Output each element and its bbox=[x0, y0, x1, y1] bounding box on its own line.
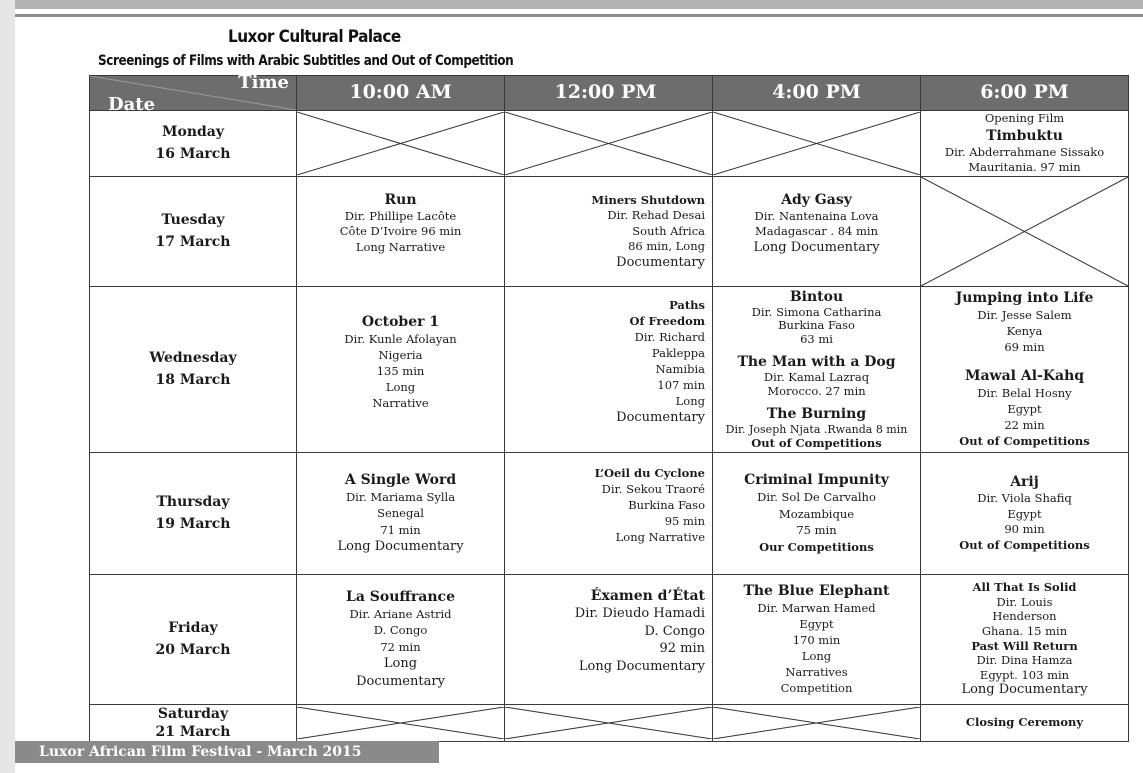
film-director: Dir. Sekou Traoré bbox=[601, 481, 705, 496]
closing-ceremony: Closing Ceremony bbox=[965, 714, 1084, 729]
film-director: Dir. Kamal Lazraq bbox=[763, 370, 870, 385]
film-info: 135 min bbox=[376, 363, 425, 378]
screening-cell bbox=[921, 574, 1129, 704]
film-director: Dir. Jesse Salem bbox=[977, 308, 1072, 322]
day-date: 18 March bbox=[155, 372, 231, 388]
film-info: Kenya bbox=[1006, 324, 1043, 338]
header-row bbox=[90, 76, 1129, 111]
film-info: Mozambique bbox=[778, 506, 855, 521]
empty-slot bbox=[505, 111, 713, 177]
film-director: Dir. Kunle Afolayan bbox=[344, 331, 457, 346]
film-info: South Africa bbox=[632, 223, 705, 238]
film-info: 86 min, Long bbox=[628, 239, 705, 253]
day-cell-friday bbox=[90, 574, 297, 704]
film-title: October 1 bbox=[361, 313, 440, 330]
film-info: Long bbox=[385, 379, 416, 394]
film-info: Documentary bbox=[616, 254, 705, 270]
screening-cell bbox=[921, 704, 1129, 741]
film-title: Ady Gasy bbox=[781, 191, 852, 208]
film-director: Dir. Nantenaina Lova bbox=[754, 208, 879, 223]
film-info: Egypt bbox=[1007, 506, 1042, 521]
screening-cell bbox=[505, 574, 713, 704]
day-cell-monday bbox=[90, 111, 297, 177]
screening-cell bbox=[297, 286, 505, 452]
film-director: Dir. Richard bbox=[634, 329, 705, 344]
film-info: 72 min bbox=[380, 639, 421, 654]
competition-label: Out of Competitions bbox=[751, 435, 882, 450]
page-title: Luxor Cultural Palace bbox=[228, 27, 401, 47]
footer-banner: Luxor African Film Festival - March 2015 bbox=[15, 741, 439, 763]
film-title: The Blue Elephant bbox=[743, 583, 890, 599]
empty-slot bbox=[297, 111, 505, 177]
empty-slot bbox=[921, 176, 1129, 286]
film-info: D. Congo bbox=[373, 623, 428, 638]
film-info: Morocco. 27 min bbox=[767, 383, 866, 398]
film-info: Long Documentary bbox=[961, 682, 1088, 698]
film-info: 71 min bbox=[380, 522, 421, 537]
film-title: Criminal Impunity bbox=[744, 472, 889, 488]
film-info: D. Congo bbox=[644, 623, 705, 639]
film-title: Jumping into Life bbox=[955, 290, 1094, 306]
film-title: Timbuktu bbox=[986, 127, 1063, 144]
table-row bbox=[90, 111, 1129, 177]
table-row bbox=[90, 286, 1129, 452]
film-info: Long bbox=[383, 656, 418, 672]
film-title: La Souffrance bbox=[346, 588, 455, 605]
film-info: Long bbox=[675, 393, 705, 408]
film-info: Long Documentary bbox=[337, 539, 464, 554]
day-cell-thursday bbox=[90, 452, 297, 574]
film-info: 69 min bbox=[1004, 340, 1045, 354]
film-info: 63 mi bbox=[800, 331, 833, 346]
film-info: Egypt. 103 min bbox=[979, 667, 1070, 682]
empty-slot bbox=[713, 704, 921, 741]
film-director: Dir. Phillipe Lacôte bbox=[344, 208, 457, 223]
film-info: Documentary bbox=[616, 409, 705, 425]
day-name: Tuesday bbox=[161, 212, 225, 228]
screening-cell bbox=[297, 574, 505, 704]
film-director: Dir. Joseph Njata .Rwanda 8 min bbox=[725, 423, 908, 437]
film-info: Long Documentary bbox=[753, 239, 880, 255]
day-date: 20 March bbox=[155, 642, 231, 658]
competition-label: Out of Competitions bbox=[959, 434, 1090, 448]
slot-header-10am: 10:00 AM bbox=[297, 76, 505, 111]
competition-label: Out of Competitions bbox=[959, 537, 1090, 552]
day-date: 17 March bbox=[155, 234, 231, 250]
screening-cell bbox=[505, 176, 713, 286]
day-name: Saturday bbox=[157, 705, 229, 722]
film-director: Dir. Abderrahmane Sissako bbox=[944, 144, 1105, 159]
table-row bbox=[90, 574, 1129, 704]
film-title: Éxamen d’État bbox=[590, 587, 705, 604]
film-info: Long bbox=[801, 649, 832, 663]
film-info: Nigeria bbox=[378, 347, 423, 362]
film-director: Dir. Marwan Hamed bbox=[757, 601, 876, 615]
table-row bbox=[90, 176, 1129, 286]
day-cell-tuesday bbox=[90, 176, 297, 286]
screening-cell bbox=[921, 452, 1129, 574]
film-title: Arij bbox=[1010, 474, 1039, 490]
film-director: Dir. Mariama Sylla bbox=[345, 489, 456, 504]
film-director: Henderson bbox=[992, 609, 1057, 624]
film-info: Egypt bbox=[799, 617, 834, 631]
day-date: 21 March bbox=[155, 723, 231, 740]
film-title: L’Oeil du Cyclone bbox=[594, 465, 705, 480]
screening-cell bbox=[297, 452, 505, 574]
screening-cell bbox=[505, 452, 713, 574]
film-info: 170 min bbox=[792, 633, 841, 647]
day-name: Monday bbox=[161, 124, 224, 141]
film-title: Run bbox=[384, 191, 417, 208]
day-cell-saturday bbox=[90, 704, 297, 741]
time-label: Time bbox=[238, 72, 289, 93]
film-info: Burkina Faso bbox=[628, 497, 705, 512]
day-name: Friday bbox=[168, 620, 218, 636]
film-info: 75 min bbox=[796, 523, 837, 537]
film-info: Mauritania. 97 min bbox=[968, 160, 1081, 174]
film-info: 107 min bbox=[657, 377, 705, 392]
film-director: Dir. Rehad Desai bbox=[607, 208, 705, 222]
film-director: Dir. Simona Catharina bbox=[751, 304, 882, 319]
screening-cell bbox=[713, 286, 921, 452]
screening-cell bbox=[713, 452, 921, 574]
film-title: Bintou bbox=[789, 288, 844, 305]
film-info: Documentary bbox=[356, 673, 445, 689]
film-info: Narratives bbox=[785, 665, 848, 679]
screening-cell bbox=[921, 111, 1129, 177]
screening-cell bbox=[713, 176, 921, 286]
film-info: Competition bbox=[780, 681, 853, 695]
slot-header-4pm: 4:00 PM bbox=[713, 76, 921, 111]
date-label: Date bbox=[108, 93, 156, 115]
film-title: Mawal Al-Kahq bbox=[964, 368, 1085, 384]
film-title: Past Will Return bbox=[971, 638, 1078, 653]
day-name: Wednesday bbox=[149, 350, 237, 366]
screening-cell bbox=[297, 176, 505, 286]
schedule-table bbox=[89, 72, 1129, 742]
day-cell-wednesday bbox=[90, 286, 297, 452]
film-info: Long Narrative bbox=[615, 529, 705, 544]
film-info: Narrative bbox=[372, 395, 429, 410]
film-director: Dir. Sol De Carvalho bbox=[757, 490, 876, 504]
empty-slot bbox=[505, 704, 713, 741]
page-subtitle: Screenings of Films with Arabic Subtitles and Out of Competition bbox=[98, 53, 514, 69]
film-title: Paths bbox=[669, 297, 705, 312]
film-info: Egypt bbox=[1007, 402, 1042, 416]
screening-cell bbox=[713, 574, 921, 704]
day-date: 16 March bbox=[155, 146, 231, 163]
film-title: Of Freedom bbox=[629, 313, 705, 328]
top-bar bbox=[15, 0, 1143, 9]
film-info: 22 min bbox=[1004, 418, 1045, 432]
film-info: 92 min bbox=[659, 641, 705, 656]
film-title: A Single Word bbox=[344, 471, 457, 488]
screening-cell bbox=[505, 286, 713, 452]
screening-cell bbox=[921, 286, 1129, 452]
film-info: Long Narrative bbox=[355, 239, 446, 254]
film-info: Côte D’Ivoire 96 min bbox=[339, 224, 462, 238]
competition-label: Our Competitions bbox=[759, 539, 874, 554]
film-info: Senegal bbox=[377, 506, 424, 520]
film-info: Long Documentary bbox=[578, 658, 705, 674]
film-info: Namibia bbox=[655, 361, 705, 376]
film-info: Burkina Faso bbox=[778, 318, 855, 333]
film-info: 90 min bbox=[1004, 522, 1045, 536]
film-director: Dir. Louis bbox=[996, 594, 1053, 609]
film-info: 95 min bbox=[664, 513, 705, 528]
film-title: All That Is Solid bbox=[972, 580, 1077, 595]
empty-slot bbox=[713, 111, 921, 177]
film-director: Dir. Belal Hosny bbox=[977, 386, 1072, 400]
film-director: Pakleppa bbox=[651, 345, 705, 360]
top-rule bbox=[15, 14, 1143, 17]
film-note: Opening Film bbox=[984, 111, 1065, 125]
table-row bbox=[90, 452, 1129, 574]
film-director: Dir. Ariane Astrid bbox=[349, 606, 452, 621]
empty-slot bbox=[297, 704, 505, 741]
day-name: Thursday bbox=[156, 494, 230, 510]
film-info: Madagascar . 84 min bbox=[754, 224, 878, 238]
slot-header-6pm: 6:00 PM bbox=[921, 76, 1129, 111]
film-director: Dir. Dieudo Hamadi bbox=[574, 606, 705, 621]
table-row bbox=[90, 704, 1129, 741]
film-director: Dir. Dina Hamza bbox=[976, 653, 1073, 668]
time-date-header bbox=[90, 72, 297, 115]
film-title: The Burning bbox=[766, 406, 867, 423]
film-director: Dir. Viola Shafiq bbox=[977, 491, 1072, 505]
film-info: Ghana. 15 min bbox=[981, 623, 1068, 638]
film-title: The Man with a Dog bbox=[737, 354, 896, 371]
slot-header-12pm: 12:00 PM bbox=[505, 76, 713, 111]
film-title: Miners Shutdown bbox=[591, 192, 705, 207]
day-date: 19 March bbox=[155, 516, 231, 532]
